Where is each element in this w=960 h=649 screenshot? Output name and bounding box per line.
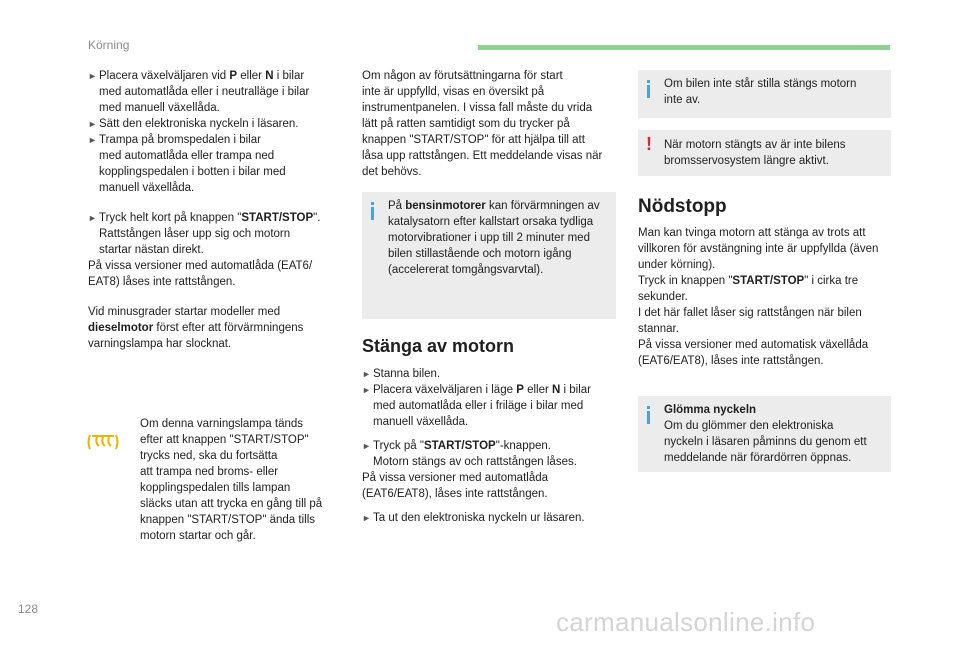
bullet-arrow-icon: ► (88, 71, 97, 81)
bullet-arrow-icon: ► (88, 213, 97, 223)
info-box-petrol (362, 192, 616, 319)
bullet-text: Sätt den elektroniska nyckeln i läsaren. (99, 118, 299, 130)
glow-plug-warning-lamp-icon (86, 432, 120, 452)
column-middle-lower (362, 338, 616, 526)
info-icon (647, 406, 650, 424)
bullet-text: Placera växelväljaren vid P eller N i bilar med automatlåda eller i neutralläge i bilar med manuell växellåda. (99, 70, 310, 114)
watermark: carmanualsonline.info (556, 607, 816, 637)
bullet-text: Ta ut den elektroniska nyckeln ur läsaren. (373, 512, 585, 524)
column-right (638, 196, 891, 369)
list-item (362, 382, 616, 430)
section-heading-stop-engine: Stänga av motorn (362, 336, 515, 356)
info-icon (371, 202, 374, 220)
list-item (362, 366, 616, 382)
paragraph: Vid minusgrader startar modeller med dieselmotor först efter att förvärmningens varningslampa har slocknat. (88, 306, 304, 350)
bullet-text: Tryck helt kort på knappen "START/STOP". Rattstången låser upp sig och motorn startar nästan direkt. (99, 212, 321, 256)
bullet-arrow-icon: ► (88, 119, 97, 129)
warning-text: När motorn stängts av är inte bilens bromsservosystem längre aktivt. (664, 139, 846, 167)
paragraph: Om någon av förutsättningarna för start inte är uppfylld, visas en översikt på instrumentpanelen. I vissa fall måste du vrida lätt på ratten samtidigt som du trycker på knappen "START/STOP" för att hjälpa till att låsa upp rattstången. Ett meddelande visas när det behövs. (362, 70, 603, 178)
info-box-forgotten-key (638, 396, 891, 472)
list-item (88, 132, 350, 196)
bullet-arrow-icon: ► (362, 441, 371, 451)
glow-plug-note: Om denna varningslampa tänds efter att knappen "START/STOP" trycks ned, ska du fortsätta att trampa ned broms- eller kopplingspedalen tills lampan släcks utan att trycka en gång till på knappen "START/STOP" ända tills motorn startar och går. (140, 418, 323, 542)
list-item (88, 210, 350, 258)
info-text: Glömma nyckeln Om du glömmer den elektroniska nyckeln i läsaren påminns du genom ett meddelande när förardörren öppnas. (664, 404, 867, 464)
list-item (362, 438, 616, 470)
list-item (88, 116, 350, 132)
paragraph: På vissa versioner med automatlåda (EAT6/ EAT8) låses inte rattstången. (88, 260, 313, 288)
info-text: På bensinmotorer kan förvärmningen av katalysatorn efter kallstart orsaka tydliga motorvibrationer i upp till 2 minuter med bilen stillastående och motorn igång (accelererat tomgångsvarvtal). (388, 200, 600, 276)
info-text: Om bilen inte står stilla stängs motorn inte av. (664, 78, 857, 106)
bullet-text: Placera växelväljaren i läge P eller N i bilar med automatlåda eller i friläge i bilar med manuell växellåda. (373, 384, 591, 428)
column-middle (362, 68, 616, 180)
bullet-arrow-icon: ► (362, 369, 371, 379)
column-left (88, 68, 350, 352)
chapter-title: Körning (88, 38, 130, 52)
bullet-text: Trampa på bromspedalen i bilar med automatlåda eller trampa ned kopplingspedalen i botten i bilar med manuell växellåda. (99, 134, 286, 194)
bullet-text: Tryck på "START/STOP"-knappen. Motorn stängs av och rattstången låses. (373, 440, 577, 468)
list-item (88, 68, 350, 116)
chapter-color-bar (478, 45, 890, 50)
warning-icon: ! (646, 134, 652, 154)
bullet-arrow-icon: ► (362, 385, 371, 395)
page-number: 128 (18, 602, 39, 616)
bullet-text: Stanna bilen. (373, 368, 441, 380)
info-icon (647, 80, 650, 98)
list-item (362, 510, 616, 526)
info-box-not-stationary (638, 70, 891, 118)
warning-box-brake-servo (638, 130, 891, 176)
paragraph: Man kan tvinga motorn att stänga av trots att villkoren för avstängning inte är uppfyllda (även under körning). Tryck in knappen "START/STOP" i cirka tre sekunder. I det här fallet låser sig rattstången när bilen stannar. På vissa versioner med automatisk växellåda (EAT6/EAT8), låses inte rattstången. (638, 227, 879, 367)
section-heading-emergency-stop: Nödstopp (638, 196, 727, 217)
bullet-arrow-icon: ► (362, 513, 371, 523)
paragraph: På vissa versioner med automatlåda (EAT6/EAT8), låses inte rattstången. (362, 472, 549, 500)
bullet-arrow-icon: ► (88, 135, 97, 145)
